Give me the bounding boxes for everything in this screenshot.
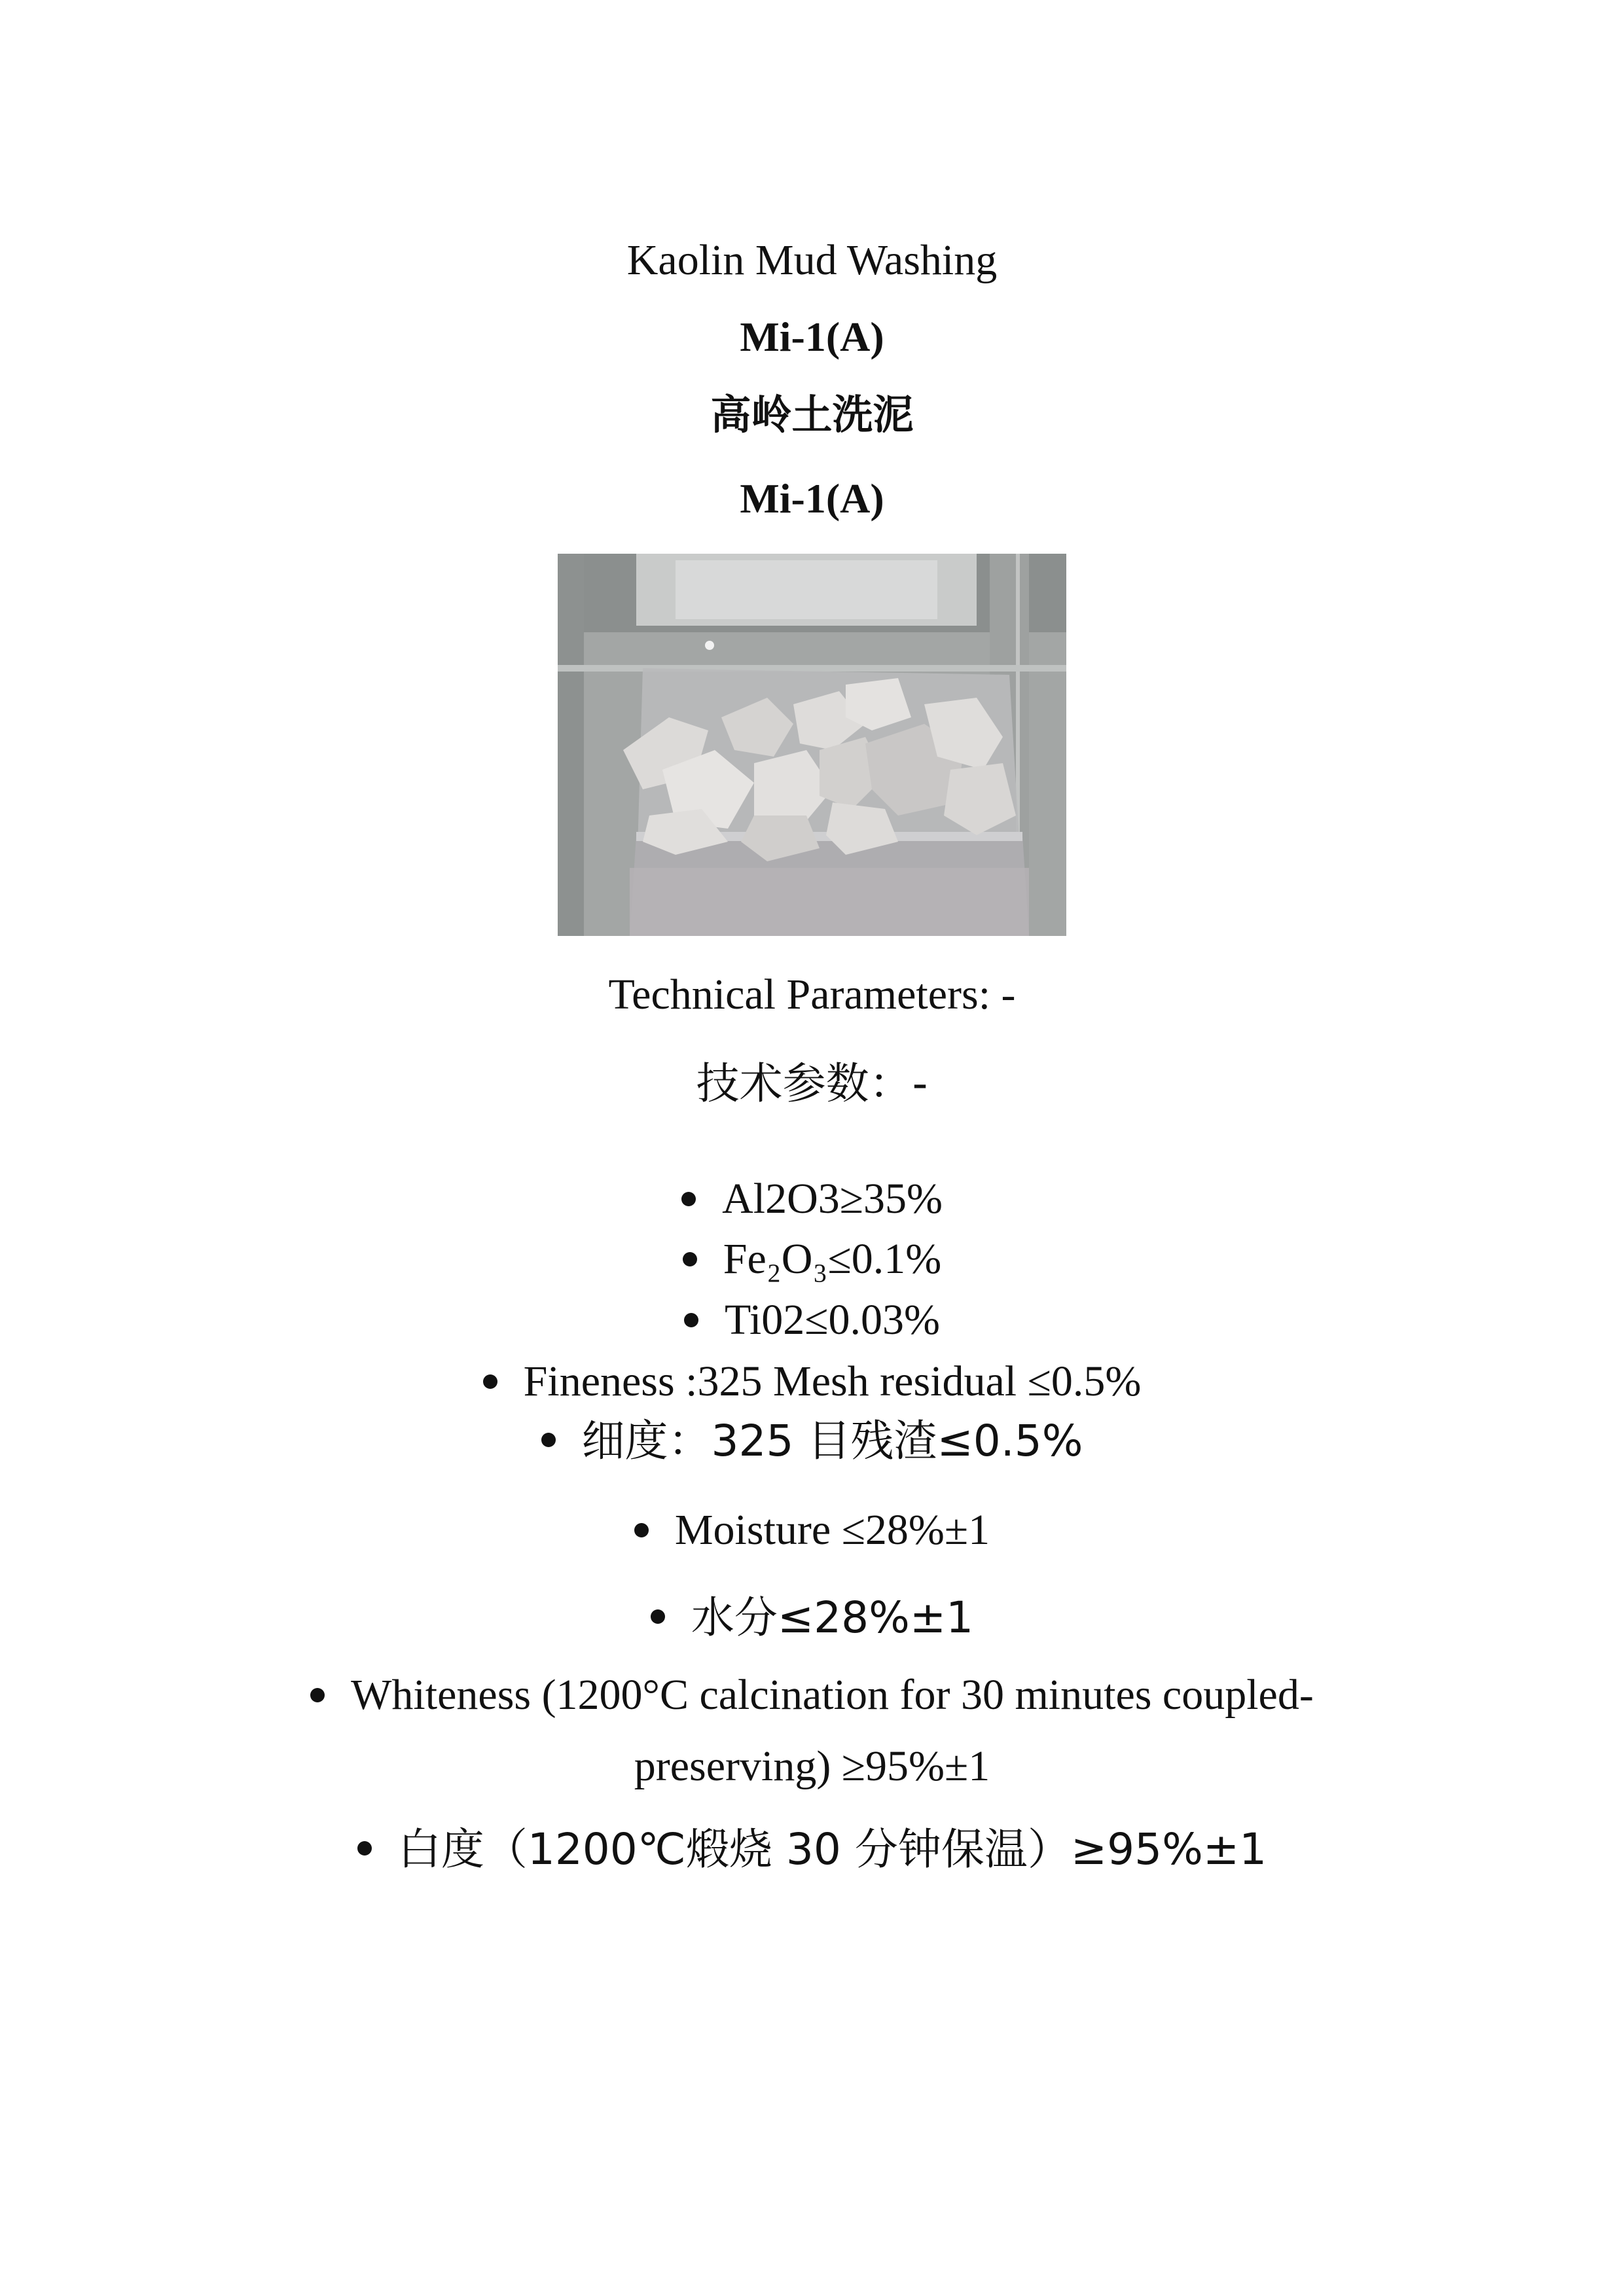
bullet-icon xyxy=(483,1374,497,1389)
bullet-icon xyxy=(357,1841,372,1856)
product-model-zh-text: Mi-1(A) xyxy=(740,475,884,522)
product-title-zh xyxy=(0,393,1624,437)
bullet-icon xyxy=(683,1252,697,1266)
param-item-text: 白度（1200℃煅烧 30 分钟保温）≥95%±1 xyxy=(397,1824,1267,1874)
param-item xyxy=(0,1418,1624,1465)
param-item xyxy=(0,1175,1624,1223)
product-model-en xyxy=(0,314,1624,360)
param-item xyxy=(0,1236,1624,1283)
product-title-en xyxy=(0,237,1624,285)
param-item xyxy=(0,1672,1624,1719)
product-model-zh xyxy=(0,476,1624,522)
product-title-en-text: Kaolin Mud Washing xyxy=(626,236,998,284)
tech-params-heading-en xyxy=(0,971,1624,1019)
param-item xyxy=(0,1826,1624,1874)
bullet-icon xyxy=(310,1688,325,1702)
bullet-icon xyxy=(681,1192,696,1206)
param-item xyxy=(0,1358,1624,1406)
param-item-text: Ti02≤0.03% xyxy=(724,1296,941,1344)
bullet-icon xyxy=(541,1433,556,1447)
bullet-icon xyxy=(651,1609,665,1624)
param-item xyxy=(0,1507,1624,1554)
param-item-text: Fineness :325 Mesh residual ≤0.5% xyxy=(523,1357,1142,1405)
product-title-zh-text: 高岭土洗泥 xyxy=(710,391,914,439)
param-item-text: 细度：325 目残渣≤0.5% xyxy=(581,1416,1083,1466)
tech-params-heading-en-text: Technical Parameters: - xyxy=(608,971,1016,1018)
product-model-en-text: Mi-1(A) xyxy=(740,314,884,360)
bullet-icon xyxy=(684,1313,698,1327)
param-item xyxy=(0,1297,1624,1344)
param-item-text: Fe₂O₃≤0.1% xyxy=(723,1235,942,1283)
param-item-continuation xyxy=(0,1743,1624,1791)
param-item-text: Whiteness (1200°C calcination for 30 minutes coupled- xyxy=(351,1671,1314,1719)
param-item-text: 水分≤28%±1 xyxy=(691,1592,974,1643)
bullet-icon xyxy=(634,1523,649,1537)
param-item xyxy=(0,1594,1624,1642)
param-item-text: Moisture ≤28%±1 xyxy=(674,1506,990,1554)
tech-params-heading-zh xyxy=(0,1060,1624,1108)
tech-params-heading-zh-text: 技术参数：- xyxy=(696,1058,928,1109)
param-item-text: preserving) ≥95%±1 xyxy=(634,1742,990,1790)
product-photo xyxy=(558,554,1066,936)
param-item-text: Al2O3≥35% xyxy=(722,1175,943,1223)
